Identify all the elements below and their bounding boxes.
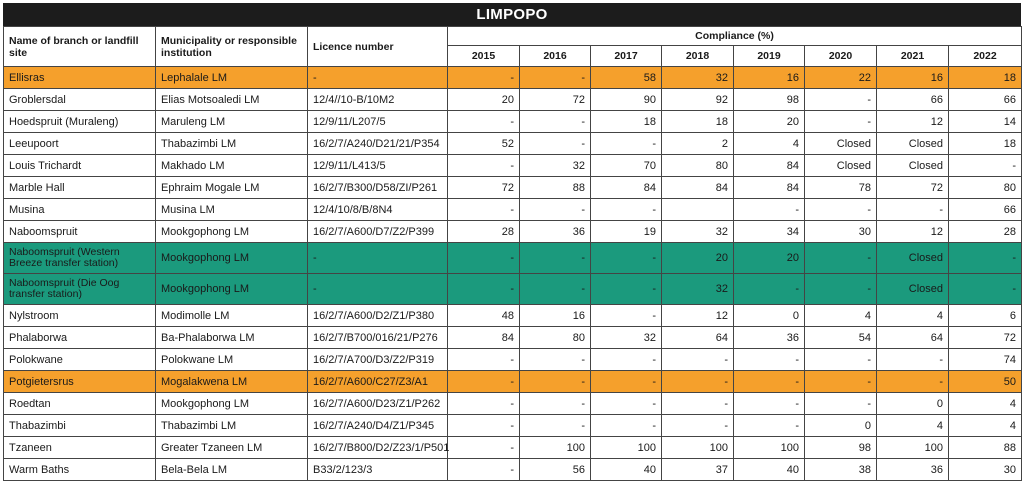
compliance-value-cell: - bbox=[949, 274, 1022, 305]
compliance-value-cell: 14 bbox=[949, 111, 1022, 133]
branch-cell: Warm Baths bbox=[4, 459, 156, 481]
municipality-cell: Maruleng LM bbox=[156, 111, 308, 133]
compliance-value-cell: Closed bbox=[877, 155, 949, 177]
header-year: 2018 bbox=[662, 46, 734, 67]
licence-cell: 12/9/11/L207/5 bbox=[308, 111, 448, 133]
compliance-value-cell: 30 bbox=[949, 459, 1022, 481]
compliance-value-cell: - bbox=[448, 415, 520, 437]
compliance-value-cell: - bbox=[448, 67, 520, 89]
compliance-value-cell: - bbox=[520, 274, 591, 305]
compliance-value-cell: 32 bbox=[520, 155, 591, 177]
municipality-cell: Ba-Phalaborwa LM bbox=[156, 327, 308, 349]
compliance-value-cell: 66 bbox=[949, 199, 1022, 221]
table-row bbox=[4, 199, 1022, 221]
compliance-value-cell: 52 bbox=[448, 133, 520, 155]
compliance-value-cell: - bbox=[448, 371, 520, 393]
compliance-value-cell: 72 bbox=[448, 177, 520, 199]
licence-cell: 16/2/7/A240/D21/21/P354 bbox=[308, 133, 448, 155]
compliance-value-cell: 28 bbox=[949, 221, 1022, 243]
table-row bbox=[4, 243, 1022, 274]
compliance-value-cell: 72 bbox=[877, 177, 949, 199]
compliance-value-cell: - bbox=[448, 274, 520, 305]
compliance-value-cell: 28 bbox=[448, 221, 520, 243]
compliance-value-cell: 100 bbox=[734, 437, 805, 459]
compliance-value-cell: 16 bbox=[520, 305, 591, 327]
compliance-value-cell: 36 bbox=[734, 327, 805, 349]
municipality-cell: Musina LM bbox=[156, 199, 308, 221]
compliance-value-cell: 80 bbox=[520, 327, 591, 349]
compliance-value-cell: 36 bbox=[520, 221, 591, 243]
compliance-value-cell: 0 bbox=[877, 393, 949, 415]
compliance-value-cell: 58 bbox=[591, 67, 662, 89]
compliance-value-cell: 16 bbox=[734, 67, 805, 89]
compliance-value-cell: 70 bbox=[591, 155, 662, 177]
branch-cell: Phalaborwa bbox=[4, 327, 156, 349]
table-row bbox=[4, 459, 1022, 481]
compliance-value-cell: - bbox=[805, 243, 877, 274]
compliance-value-cell: - bbox=[591, 243, 662, 274]
branch-cell: Thabazimbi bbox=[4, 415, 156, 437]
compliance-value-cell: 92 bbox=[662, 89, 734, 111]
compliance-value-cell: 20 bbox=[662, 243, 734, 274]
compliance-value-cell: 84 bbox=[448, 327, 520, 349]
municipality-cell: Polokwane LM bbox=[156, 349, 308, 371]
compliance-value-cell: - bbox=[877, 349, 949, 371]
compliance-value-cell: 72 bbox=[520, 89, 591, 111]
branch-cell: Naboomspruit (Die Oog transfer station) bbox=[4, 274, 156, 305]
compliance-value-cell: 18 bbox=[949, 133, 1022, 155]
compliance-value-cell: 74 bbox=[949, 349, 1022, 371]
licence-cell: - bbox=[308, 67, 448, 89]
branch-cell: Marble Hall bbox=[4, 177, 156, 199]
compliance-value-cell: 78 bbox=[805, 177, 877, 199]
compliance-value-cell: 32 bbox=[662, 221, 734, 243]
compliance-value-cell: 36 bbox=[877, 459, 949, 481]
header-year: 2016 bbox=[520, 46, 591, 67]
compliance-value-cell: - bbox=[805, 199, 877, 221]
table-row bbox=[4, 305, 1022, 327]
compliance-table bbox=[3, 26, 1022, 481]
compliance-value-cell: - bbox=[805, 89, 877, 111]
compliance-value-cell: - bbox=[805, 274, 877, 305]
compliance-value-cell: 6 bbox=[949, 305, 1022, 327]
compliance-value-cell: - bbox=[662, 371, 734, 393]
municipality-cell: Mookgophong LM bbox=[156, 221, 308, 243]
compliance-value-cell: 22 bbox=[805, 67, 877, 89]
compliance-value-cell: 88 bbox=[949, 437, 1022, 459]
branch-cell: Ellisras bbox=[4, 67, 156, 89]
compliance-value-cell: - bbox=[662, 415, 734, 437]
compliance-value-cell: - bbox=[591, 305, 662, 327]
compliance-value-cell: Closed bbox=[877, 274, 949, 305]
compliance-value-cell: - bbox=[591, 393, 662, 415]
licence-cell: 16/2/7/B300/D58/ZI/P261 bbox=[308, 177, 448, 199]
licence-cell: 16/2/7/A240/D4/Z1/P345 bbox=[308, 415, 448, 437]
branch-cell: Tzaneen bbox=[4, 437, 156, 459]
licence-cell: 16/2/7/A600/C27/Z3/A1 bbox=[308, 371, 448, 393]
compliance-value-cell: 18 bbox=[662, 111, 734, 133]
municipality-cell: Thabazimbi LM bbox=[156, 133, 308, 155]
compliance-value-cell: - bbox=[591, 274, 662, 305]
compliance-value-cell: 20 bbox=[448, 89, 520, 111]
compliance-value-cell: 0 bbox=[805, 415, 877, 437]
licence-cell: B33/2/123/3 bbox=[308, 459, 448, 481]
licence-cell: 16/2/7/A600/D7/Z2/P399 bbox=[308, 221, 448, 243]
table-row bbox=[4, 155, 1022, 177]
branch-cell: Polokwane bbox=[4, 349, 156, 371]
municipality-cell: Mogalakwena LM bbox=[156, 371, 308, 393]
compliance-value-cell bbox=[662, 199, 734, 221]
licence-cell: 16/2/7/A600/D2/Z1/P380 bbox=[308, 305, 448, 327]
municipality-cell: Mookgophong LM bbox=[156, 393, 308, 415]
compliance-value-cell: 80 bbox=[662, 155, 734, 177]
compliance-value-cell: 30 bbox=[805, 221, 877, 243]
compliance-value-cell: - bbox=[520, 67, 591, 89]
compliance-value-cell: - bbox=[520, 111, 591, 133]
compliance-value-cell: 88 bbox=[520, 177, 591, 199]
branch-cell: Louis Trichardt bbox=[4, 155, 156, 177]
compliance-value-cell: - bbox=[662, 349, 734, 371]
compliance-table-panel bbox=[3, 3, 1021, 481]
compliance-value-cell: 40 bbox=[734, 459, 805, 481]
table-title: LIMPOPO bbox=[3, 3, 1021, 26]
compliance-value-cell: 72 bbox=[949, 327, 1022, 349]
compliance-value-cell: 32 bbox=[662, 274, 734, 305]
branch-cell: Hoedspruit (Muraleng) bbox=[4, 111, 156, 133]
municipality-cell: Elias Motsoaledi LM bbox=[156, 89, 308, 111]
compliance-value-cell: Closed bbox=[877, 133, 949, 155]
compliance-value-cell: 4 bbox=[949, 393, 1022, 415]
compliance-value-cell: 4 bbox=[805, 305, 877, 327]
header-licence: Licence number bbox=[308, 27, 448, 67]
branch-cell: Nylstroom bbox=[4, 305, 156, 327]
compliance-value-cell: Closed bbox=[805, 155, 877, 177]
header-compliance: Compliance (%) bbox=[448, 27, 1022, 46]
compliance-value-cell: - bbox=[805, 111, 877, 133]
licence-cell: 12/9/11/L413/5 bbox=[308, 155, 448, 177]
compliance-value-cell: 100 bbox=[877, 437, 949, 459]
compliance-value-cell: - bbox=[448, 243, 520, 274]
compliance-value-cell: 48 bbox=[448, 305, 520, 327]
compliance-value-cell: 32 bbox=[591, 327, 662, 349]
compliance-value-cell: 32 bbox=[662, 67, 734, 89]
compliance-value-cell: 80 bbox=[949, 177, 1022, 199]
compliance-value-cell: - bbox=[448, 155, 520, 177]
table-row bbox=[4, 89, 1022, 111]
compliance-value-cell: - bbox=[448, 199, 520, 221]
compliance-value-cell: 66 bbox=[877, 89, 949, 111]
compliance-value-cell: - bbox=[734, 274, 805, 305]
compliance-value-cell: 4 bbox=[949, 415, 1022, 437]
compliance-value-cell: 19 bbox=[591, 221, 662, 243]
header-branch: Name of branch or landfill site bbox=[4, 27, 156, 67]
branch-cell: Naboomspruit bbox=[4, 221, 156, 243]
table-row bbox=[4, 133, 1022, 155]
licence-cell: 16/2/7/A700/D3/Z2/P319 bbox=[308, 349, 448, 371]
table-row bbox=[4, 67, 1022, 89]
municipality-cell: Lephalale LM bbox=[156, 67, 308, 89]
compliance-value-cell: 56 bbox=[520, 459, 591, 481]
compliance-value-cell: 50 bbox=[949, 371, 1022, 393]
compliance-value-cell: - bbox=[591, 371, 662, 393]
compliance-value-cell: 64 bbox=[662, 327, 734, 349]
table-row bbox=[4, 371, 1022, 393]
header-year: 2017 bbox=[591, 46, 662, 67]
branch-cell: Leeupoort bbox=[4, 133, 156, 155]
licence-cell: 16/2/7/B700/016/21/P276 bbox=[308, 327, 448, 349]
municipality-cell: Greater Tzaneen LM bbox=[156, 437, 308, 459]
compliance-value-cell: 100 bbox=[520, 437, 591, 459]
header-year: 2020 bbox=[805, 46, 877, 67]
compliance-value-cell: - bbox=[805, 371, 877, 393]
compliance-value-cell: 84 bbox=[734, 177, 805, 199]
compliance-value-cell: - bbox=[448, 349, 520, 371]
compliance-value-cell: - bbox=[877, 371, 949, 393]
compliance-value-cell: Closed bbox=[877, 243, 949, 274]
compliance-value-cell: - bbox=[949, 243, 1022, 274]
compliance-value-cell: - bbox=[520, 243, 591, 274]
municipality-cell: Mookgophong LM bbox=[156, 243, 308, 274]
compliance-value-cell: - bbox=[877, 199, 949, 221]
header-municipality: Municipality or responsible institution bbox=[156, 27, 308, 67]
compliance-value-cell: 54 bbox=[805, 327, 877, 349]
compliance-value-cell: - bbox=[734, 199, 805, 221]
municipality-cell: Thabazimbi LM bbox=[156, 415, 308, 437]
compliance-value-cell: - bbox=[448, 437, 520, 459]
compliance-value-cell: 84 bbox=[662, 177, 734, 199]
table-row bbox=[4, 177, 1022, 199]
branch-cell: Musina bbox=[4, 199, 156, 221]
branch-cell: Potgietersrus bbox=[4, 371, 156, 393]
table-row bbox=[4, 221, 1022, 243]
licence-cell: 12/4/10/8/B/8N4 bbox=[308, 199, 448, 221]
municipality-cell: Ephraim Mogale LM bbox=[156, 177, 308, 199]
licence-cell: 16/2/7/A600/D23/Z1/P262 bbox=[308, 393, 448, 415]
table-row bbox=[4, 349, 1022, 371]
branch-cell: Roedtan bbox=[4, 393, 156, 415]
licence-cell: 12/4//10-B/10M2 bbox=[308, 89, 448, 111]
compliance-value-cell: 18 bbox=[591, 111, 662, 133]
compliance-value-cell: 90 bbox=[591, 89, 662, 111]
municipality-cell: Modimolle LM bbox=[156, 305, 308, 327]
compliance-value-cell: - bbox=[520, 393, 591, 415]
compliance-value-cell: 0 bbox=[734, 305, 805, 327]
municipality-cell: Mookgophong LM bbox=[156, 274, 308, 305]
compliance-value-cell: 20 bbox=[734, 243, 805, 274]
compliance-value-cell: 84 bbox=[591, 177, 662, 199]
compliance-value-cell: 12 bbox=[877, 111, 949, 133]
compliance-value-cell: 98 bbox=[805, 437, 877, 459]
table-row bbox=[4, 415, 1022, 437]
compliance-value-cell: 84 bbox=[734, 155, 805, 177]
header-year: 2015 bbox=[448, 46, 520, 67]
compliance-value-cell: - bbox=[520, 415, 591, 437]
compliance-value-cell: 12 bbox=[662, 305, 734, 327]
table-row bbox=[4, 274, 1022, 305]
compliance-value-cell: - bbox=[520, 199, 591, 221]
header-year: 2021 bbox=[877, 46, 949, 67]
table-row bbox=[4, 111, 1022, 133]
compliance-value-cell: - bbox=[520, 349, 591, 371]
compliance-value-cell: 66 bbox=[949, 89, 1022, 111]
compliance-value-cell: 2 bbox=[662, 133, 734, 155]
compliance-value-cell: 4 bbox=[734, 133, 805, 155]
compliance-value-cell: - bbox=[591, 199, 662, 221]
compliance-value-cell: 4 bbox=[877, 305, 949, 327]
compliance-value-cell: - bbox=[448, 111, 520, 133]
compliance-value-cell: - bbox=[591, 133, 662, 155]
compliance-value-cell: - bbox=[805, 349, 877, 371]
compliance-value-cell: 20 bbox=[734, 111, 805, 133]
compliance-value-cell: 37 bbox=[662, 459, 734, 481]
licence-cell: 16/2/7/B800/D2/Z23/1/P501 bbox=[308, 437, 448, 459]
compliance-value-cell: - bbox=[734, 415, 805, 437]
compliance-value-cell: - bbox=[448, 459, 520, 481]
table-row bbox=[4, 437, 1022, 459]
compliance-value-cell: 34 bbox=[734, 221, 805, 243]
compliance-value-cell: - bbox=[805, 393, 877, 415]
compliance-value-cell: 100 bbox=[591, 437, 662, 459]
compliance-value-cell: Closed bbox=[805, 133, 877, 155]
compliance-value-cell: - bbox=[734, 371, 805, 393]
municipality-cell: Makhado LM bbox=[156, 155, 308, 177]
branch-cell: Groblersdal bbox=[4, 89, 156, 111]
compliance-value-cell: 16 bbox=[877, 67, 949, 89]
municipality-cell: Bela-Bela LM bbox=[156, 459, 308, 481]
compliance-value-cell: - bbox=[662, 393, 734, 415]
compliance-value-cell: 100 bbox=[662, 437, 734, 459]
licence-cell: - bbox=[308, 243, 448, 274]
header-year: 2022 bbox=[949, 46, 1022, 67]
compliance-value-cell: - bbox=[949, 155, 1022, 177]
branch-cell: Naboomspruit (Western Breeze transfer station) bbox=[4, 243, 156, 274]
compliance-value-cell: 38 bbox=[805, 459, 877, 481]
licence-cell: - bbox=[308, 274, 448, 305]
compliance-value-cell: 18 bbox=[949, 67, 1022, 89]
compliance-value-cell: - bbox=[734, 349, 805, 371]
compliance-value-cell: - bbox=[448, 393, 520, 415]
table-row bbox=[4, 327, 1022, 349]
table-body bbox=[4, 67, 1022, 481]
compliance-value-cell: 64 bbox=[877, 327, 949, 349]
compliance-value-cell: - bbox=[591, 415, 662, 437]
compliance-value-cell: 4 bbox=[877, 415, 949, 437]
compliance-value-cell: 40 bbox=[591, 459, 662, 481]
compliance-value-cell: - bbox=[734, 393, 805, 415]
compliance-value-cell: - bbox=[520, 133, 591, 155]
compliance-value-cell: 12 bbox=[877, 221, 949, 243]
table-row bbox=[4, 393, 1022, 415]
compliance-value-cell: 98 bbox=[734, 89, 805, 111]
compliance-value-cell: - bbox=[591, 349, 662, 371]
compliance-value-cell: - bbox=[520, 371, 591, 393]
header-year: 2019 bbox=[734, 46, 805, 67]
